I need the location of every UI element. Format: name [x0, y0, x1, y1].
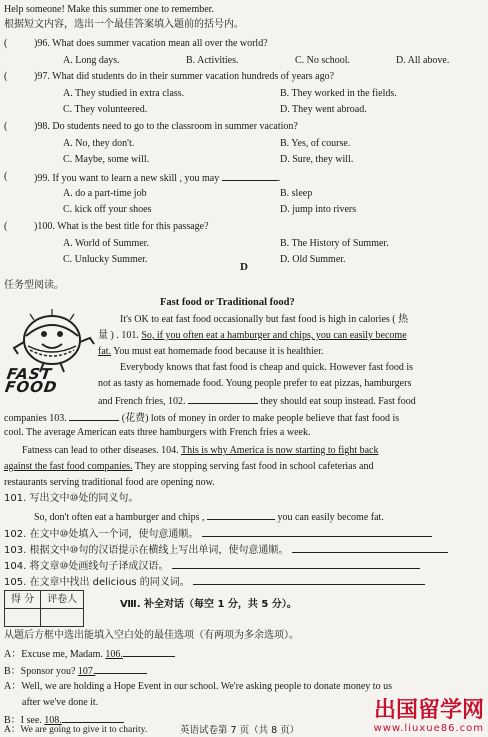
logo-text: FAST FOOD — [3, 365, 59, 396]
passage-p1-l3: fat. You must eat homemade food because it is healthier. — [98, 346, 324, 357]
task-104: 104. 将文章⑩处画线句子译成汉语。 — [4, 558, 420, 573]
q96-option-a: A. Long days. — [63, 55, 120, 66]
passage-p2-l1: Everybody knows that fast food is cheap and quick. However fast food is — [120, 362, 413, 373]
passage-p2-l3: and French fries, 102. they should eat soup instead. Fast food — [98, 393, 416, 408]
passage-p2-l5: cool. The average American eats three hamburgers with French fries a week. — [4, 427, 311, 438]
blank-102 — [188, 393, 258, 404]
q99-stem: )99. If you want to learn a new skill , you may . — [34, 170, 280, 185]
passage-p2-l2: not as tasty as homemade food. Young people prefer to eat pizzas, hamburgers — [98, 378, 412, 389]
grader-label: 评卷人 — [41, 591, 84, 609]
dialogue-line-4: after we've done it. — [22, 697, 99, 708]
blank-107[interactable] — [95, 663, 147, 674]
score-box — [4, 590, 84, 627]
answer-blank-105[interactable] — [193, 574, 425, 585]
q100-option-a: A. World of Summer. — [63, 238, 149, 249]
answer-blank-101[interactable] — [207, 509, 275, 520]
q96-stem: )96. What does summer vacation mean all over the world? — [34, 38, 268, 49]
q96-option-c: C. No school. — [295, 55, 350, 66]
task-101-answer: So, don't often eat a hamburger and chips , you can easily become fat. — [34, 509, 384, 524]
q98-option-d: D. Sure, they will. — [280, 154, 354, 165]
dialogue-line-5: B：I see. 108. — [4, 712, 124, 727]
q98-option-c: C. Maybe, some will. — [63, 154, 150, 165]
q96-paren: ( — [4, 38, 8, 49]
q100-stem: )100. What is the best title for this passage? — [34, 221, 209, 232]
q98-paren: ( — [4, 121, 8, 132]
q97-option-d: D. They went abroad. — [280, 104, 367, 115]
passage-p1-l1: It's OK to eat fast food occasionally but fast food is high in calories ( 热 — [120, 314, 409, 325]
task-103: 103. 根据文中⑩句的汉语提示在横线上写出单词，使句意通顺。 — [4, 542, 448, 557]
answer-blank-103[interactable] — [292, 542, 448, 553]
task-102: 102. 在文中⑩处填入一个词，使句意通顺。 — [4, 526, 432, 541]
q99-option-d: D. jump into rivers — [280, 204, 357, 215]
q98-option-b: B. Yes, of course. — [280, 138, 351, 149]
passage-p3-l3: restaurants serving traditional food are opening now. — [4, 477, 215, 488]
watermark-cn: 出国留学网 — [373, 698, 484, 723]
q99-option-c: C. kick off your shoes — [63, 204, 152, 215]
blank-106[interactable] — [123, 646, 175, 657]
q99-option-b: B. sleep — [280, 188, 313, 199]
dialogue-line-2: B：Sponsor you? 107. — [4, 663, 147, 678]
q100-option-b: B. The History of Summer. — [280, 238, 389, 249]
blank-108[interactable] — [62, 712, 124, 723]
q97-option-c: C. They volunteered. — [63, 104, 148, 115]
dialogue-line-1: A：Excuse me, Madam. 106. — [4, 646, 175, 661]
fast-food-logo — [3, 306, 104, 396]
q97-stem: )97. What did students do in their summer vacation hundreds of years ago? — [34, 71, 335, 82]
section-d-heading: D — [240, 261, 248, 273]
q100-option-c: C. Unlucky Summer. — [63, 254, 148, 265]
section-8-heading: Ⅷ. 补全对话（每空 1 分，共 5 分）。 — [120, 599, 297, 610]
passage-underline-104: This is why America is now starting to fight back — [180, 445, 379, 456]
q97-option-a: A. They studied in extra class. — [63, 88, 185, 99]
passage-underline-101: So, if you often eat a hamburger and chips, you can easily become — [141, 330, 407, 341]
score-cell[interactable] — [5, 609, 41, 627]
grader-cell[interactable] — [41, 609, 84, 627]
section-8-instruction: 从题后方框中选出能填入空白处的最佳选项（有两项为多余选项）。 — [4, 630, 299, 641]
passage-p1-l2: 量 ) . 101. So, if you often eat a hamburger and chips, you can easily become — [98, 330, 407, 341]
task-101: 101. 写出文中⑩处的同义句。 — [4, 493, 139, 504]
q97-option-b: B. They worked in the fields. — [280, 88, 397, 99]
q96-option-d: D. All above. — [396, 55, 450, 66]
passage-title: Fast food or Traditional food? — [160, 297, 295, 308]
q98-stem: )98. Do students need to go to the classroom in summer vacation? — [34, 121, 298, 132]
q99-blank — [222, 170, 278, 181]
passage-p2-l4: companies 103. (花费) lots of money in order to make people believe that fast food is — [4, 410, 399, 425]
page-footer: 英语试卷第 7 页（共 8 页） — [180, 725, 300, 736]
answer-blank-102[interactable] — [202, 526, 432, 537]
site-watermark — [374, 699, 484, 734]
q100-option-d: D. Old Summer. — [280, 254, 346, 265]
q99-option-a: A. do a part-time job — [63, 188, 147, 199]
q97-paren: ( — [4, 71, 8, 82]
watermark-url: www.liuxue86.com — [373, 723, 484, 734]
dialogue-line-3: A：Well, we are holding a Hope Event in our school. We're asking people to donate money to us — [4, 681, 392, 692]
intro-line: Help someone! Make this summer one to remember. — [4, 4, 214, 15]
q96-option-b: B. Activities. — [186, 55, 239, 66]
answer-blank-104[interactable] — [172, 558, 420, 569]
passage-p3-l2: against the fast food companies. They are stopping serving fast food in school cafeterias and — [4, 461, 374, 472]
q98-option-a: A. No, they don't. — [63, 138, 135, 149]
blank-103 — [69, 410, 119, 421]
task-105: 105. 在文章中找出 delicious 的同义词。 — [4, 574, 425, 589]
dialogue-line-6: A：We are going to give it to charity. — [4, 725, 148, 735]
q100-paren: ( — [4, 221, 8, 232]
passage-p3-l1: Fatness can lead to other diseases. 104. This is why America is now starting to fight back — [22, 445, 379, 456]
instruction-c: 根据短文内容，选出一个最佳答案填入题前的括号内。 — [4, 19, 244, 30]
task-type-label: 任务型阅读。 — [4, 280, 64, 291]
q99-paren: ( — [4, 171, 8, 182]
score-label: 得 分 — [5, 591, 41, 609]
